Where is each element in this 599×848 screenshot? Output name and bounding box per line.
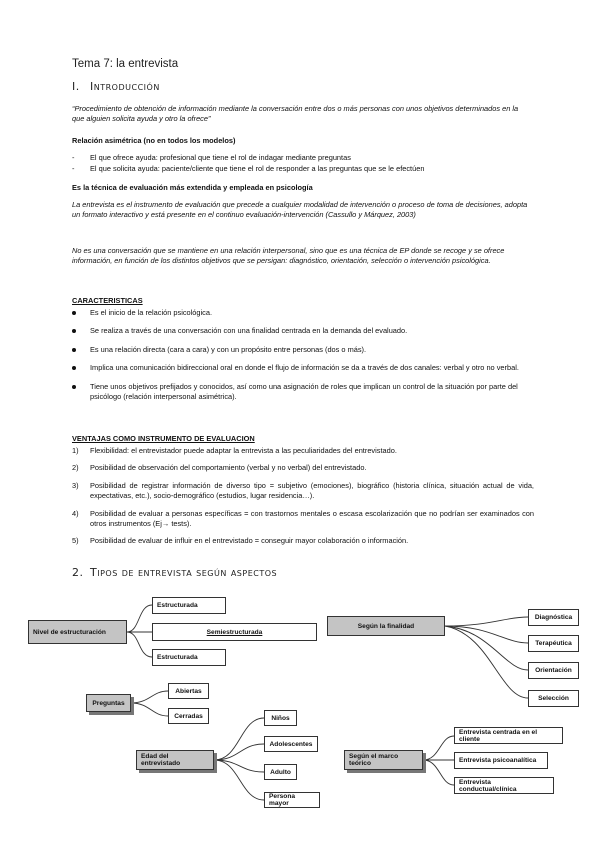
node-segun-marco-teorico: Según el marco teórico xyxy=(344,750,423,770)
node-preguntas: Preguntas xyxy=(86,694,131,712)
node-entrevista-psicoanalitica: Entrevista psicoanalítica xyxy=(454,752,548,769)
connector-line xyxy=(423,760,454,785)
node-persona-mayor: Persona mayor xyxy=(264,792,320,808)
connector-line xyxy=(445,617,528,626)
node-adolescentes: Adolescentes xyxy=(264,736,318,752)
ventajas-heading: VENTAJAS COMO INSTRUMENTO DE EVALUACION xyxy=(72,434,255,443)
definition-paragraph: La entrevista es el instrumento de evaluación que precede a cualquier modalidad de intervención o proceso de toma de decisiones, adopta un formato interactivo y está presente en el continuo evaluación-intervención (Cassullo y Márquez, 2003) xyxy=(72,200,528,220)
node-edad-entrevistado: Edad del entrevistado xyxy=(136,750,214,770)
node-terapeutica: Terapéutica xyxy=(528,635,579,652)
connector-line xyxy=(445,626,528,698)
ventajas-list xyxy=(72,446,534,554)
section-heading-intro xyxy=(72,80,160,93)
node-segun-finalidad: Según la finalidad xyxy=(327,616,445,636)
list-item: Se realiza a través de una conversación con una finalidad centrada en la demanda del evaluado. xyxy=(72,326,534,336)
section-title: Tipos de entrevista según aspectos xyxy=(90,566,278,579)
bullet-icon xyxy=(72,385,76,389)
connector-line xyxy=(423,736,454,760)
bullet-icon xyxy=(72,348,76,352)
node-estructurada-1: Estructurada xyxy=(152,597,226,614)
connector-line xyxy=(214,760,264,772)
section-number: 2. xyxy=(72,566,84,579)
bullet-icon xyxy=(72,311,76,315)
node-abiertas: Abiertas xyxy=(168,683,209,699)
list-item: 3) Posibilidad de registrar información de diverso tipo = subjetivo (emociones), biográfico (historia clínica, situación actual de vida, expectativas, etc.), socio-demográfico (estudios, lugar residencia…). xyxy=(72,480,534,501)
node-entrevista-centrada-cliente: Entrevista centrada en el cliente xyxy=(454,727,563,744)
relacion-list xyxy=(72,152,532,174)
node-seleccion: Selección xyxy=(528,690,579,707)
section-heading-tipos xyxy=(72,566,277,579)
bullet-icon xyxy=(72,329,76,333)
node-entrevista-conductual-clinica: Entrevista conductual/clínica xyxy=(454,777,554,794)
connector-line xyxy=(131,703,168,716)
caracteristicas-list xyxy=(72,308,534,410)
list-item: 5) Posibilidad de evaluar de influir en el entrevistado = conseguir mayor colaboración o información. xyxy=(72,536,409,546)
node-orientacion: Orientación xyxy=(528,662,579,679)
caracteristicas-heading: CARACTERISTICAS xyxy=(72,296,143,305)
node-estructurada-2: Estructurada xyxy=(152,649,226,666)
list-item: Es una relación directa (cara a cara) y con un propósito entre personas (dos o más). xyxy=(72,345,534,355)
relacion-heading: Relación asimétrica (no en todos los modelos) xyxy=(72,136,236,145)
node-nivel-estructuracion: Nivel de estructuración xyxy=(28,620,127,644)
node-semiestructurada: Semiestructurada xyxy=(152,623,317,641)
tecnica-heading: Es la técnica de evaluación más extendida y empleada en psicología xyxy=(72,183,313,192)
section-number: I. xyxy=(72,80,80,93)
list-item: Es el inicio de la relación psicológica. xyxy=(72,308,534,318)
list-item: - El que solicita ayuda: paciente/cliente que tiene el rol de responder a las preguntas que se le efectúen xyxy=(72,163,532,174)
node-ninos: Niños xyxy=(264,710,297,726)
document-title: Tema 7: la entrevista xyxy=(72,58,179,70)
list-item: 4) Posibilidad de evaluar a personas específicas = con trastornos mentales o escasa escolarización que no podrían ser examinados con otros instrumentos (Ej→ tests). xyxy=(72,508,534,529)
list-item: Tiene unos objetivos prefijados y conocidos, así como una asignación de roles que implican un control de la situación por parte del psicólogo (relación interpersonal asimétrica). xyxy=(72,382,534,403)
connector-line xyxy=(445,626,528,670)
no-conversacion-paragraph: No es una conversación que se mantiene en una relación interpersonal, sino que es una técnica de EP donde se recoge y se ofrece información, en función de los distintos objetivos que se persigan: diagnóstico, orientación, selección o intervención psicológica. xyxy=(72,246,505,266)
section-title: Introducción xyxy=(90,80,160,93)
node-adulto: Adulto xyxy=(264,764,297,780)
connector-line xyxy=(127,605,152,632)
connector-line xyxy=(214,718,264,760)
node-diagnostica: Diagnóstica xyxy=(528,609,579,626)
list-item: - El que ofrece ayuda: profesional que tiene el rol de indagar mediante preguntas xyxy=(72,152,532,163)
bullet-icon xyxy=(72,366,76,370)
node-cerradas: Cerradas xyxy=(168,708,209,724)
list-item: 2) Posibilidad de observación del comportamiento (verbal y no verbal) del entrevistado. xyxy=(72,463,367,473)
list-item: 1) Flexibilidad: el entrevistador puede adaptar la entrevista a las peculiaridades del entrevistado. xyxy=(72,446,397,455)
list-item: Implica una comunicación bidireccional oral en donde el flujo de información se da a través de dos canales: verbal y otro no verbal. xyxy=(72,363,534,373)
connector-line xyxy=(131,691,168,703)
tipos-diagram xyxy=(0,590,599,820)
connector-line xyxy=(127,632,152,657)
intro-quote: “Procedimiento de obtención de información mediante la conversación entre dos o más personas con unos objetivos determinados en la que alguien solicita ayuda y otro la ofrece” xyxy=(72,104,519,124)
connector-line xyxy=(214,744,264,760)
